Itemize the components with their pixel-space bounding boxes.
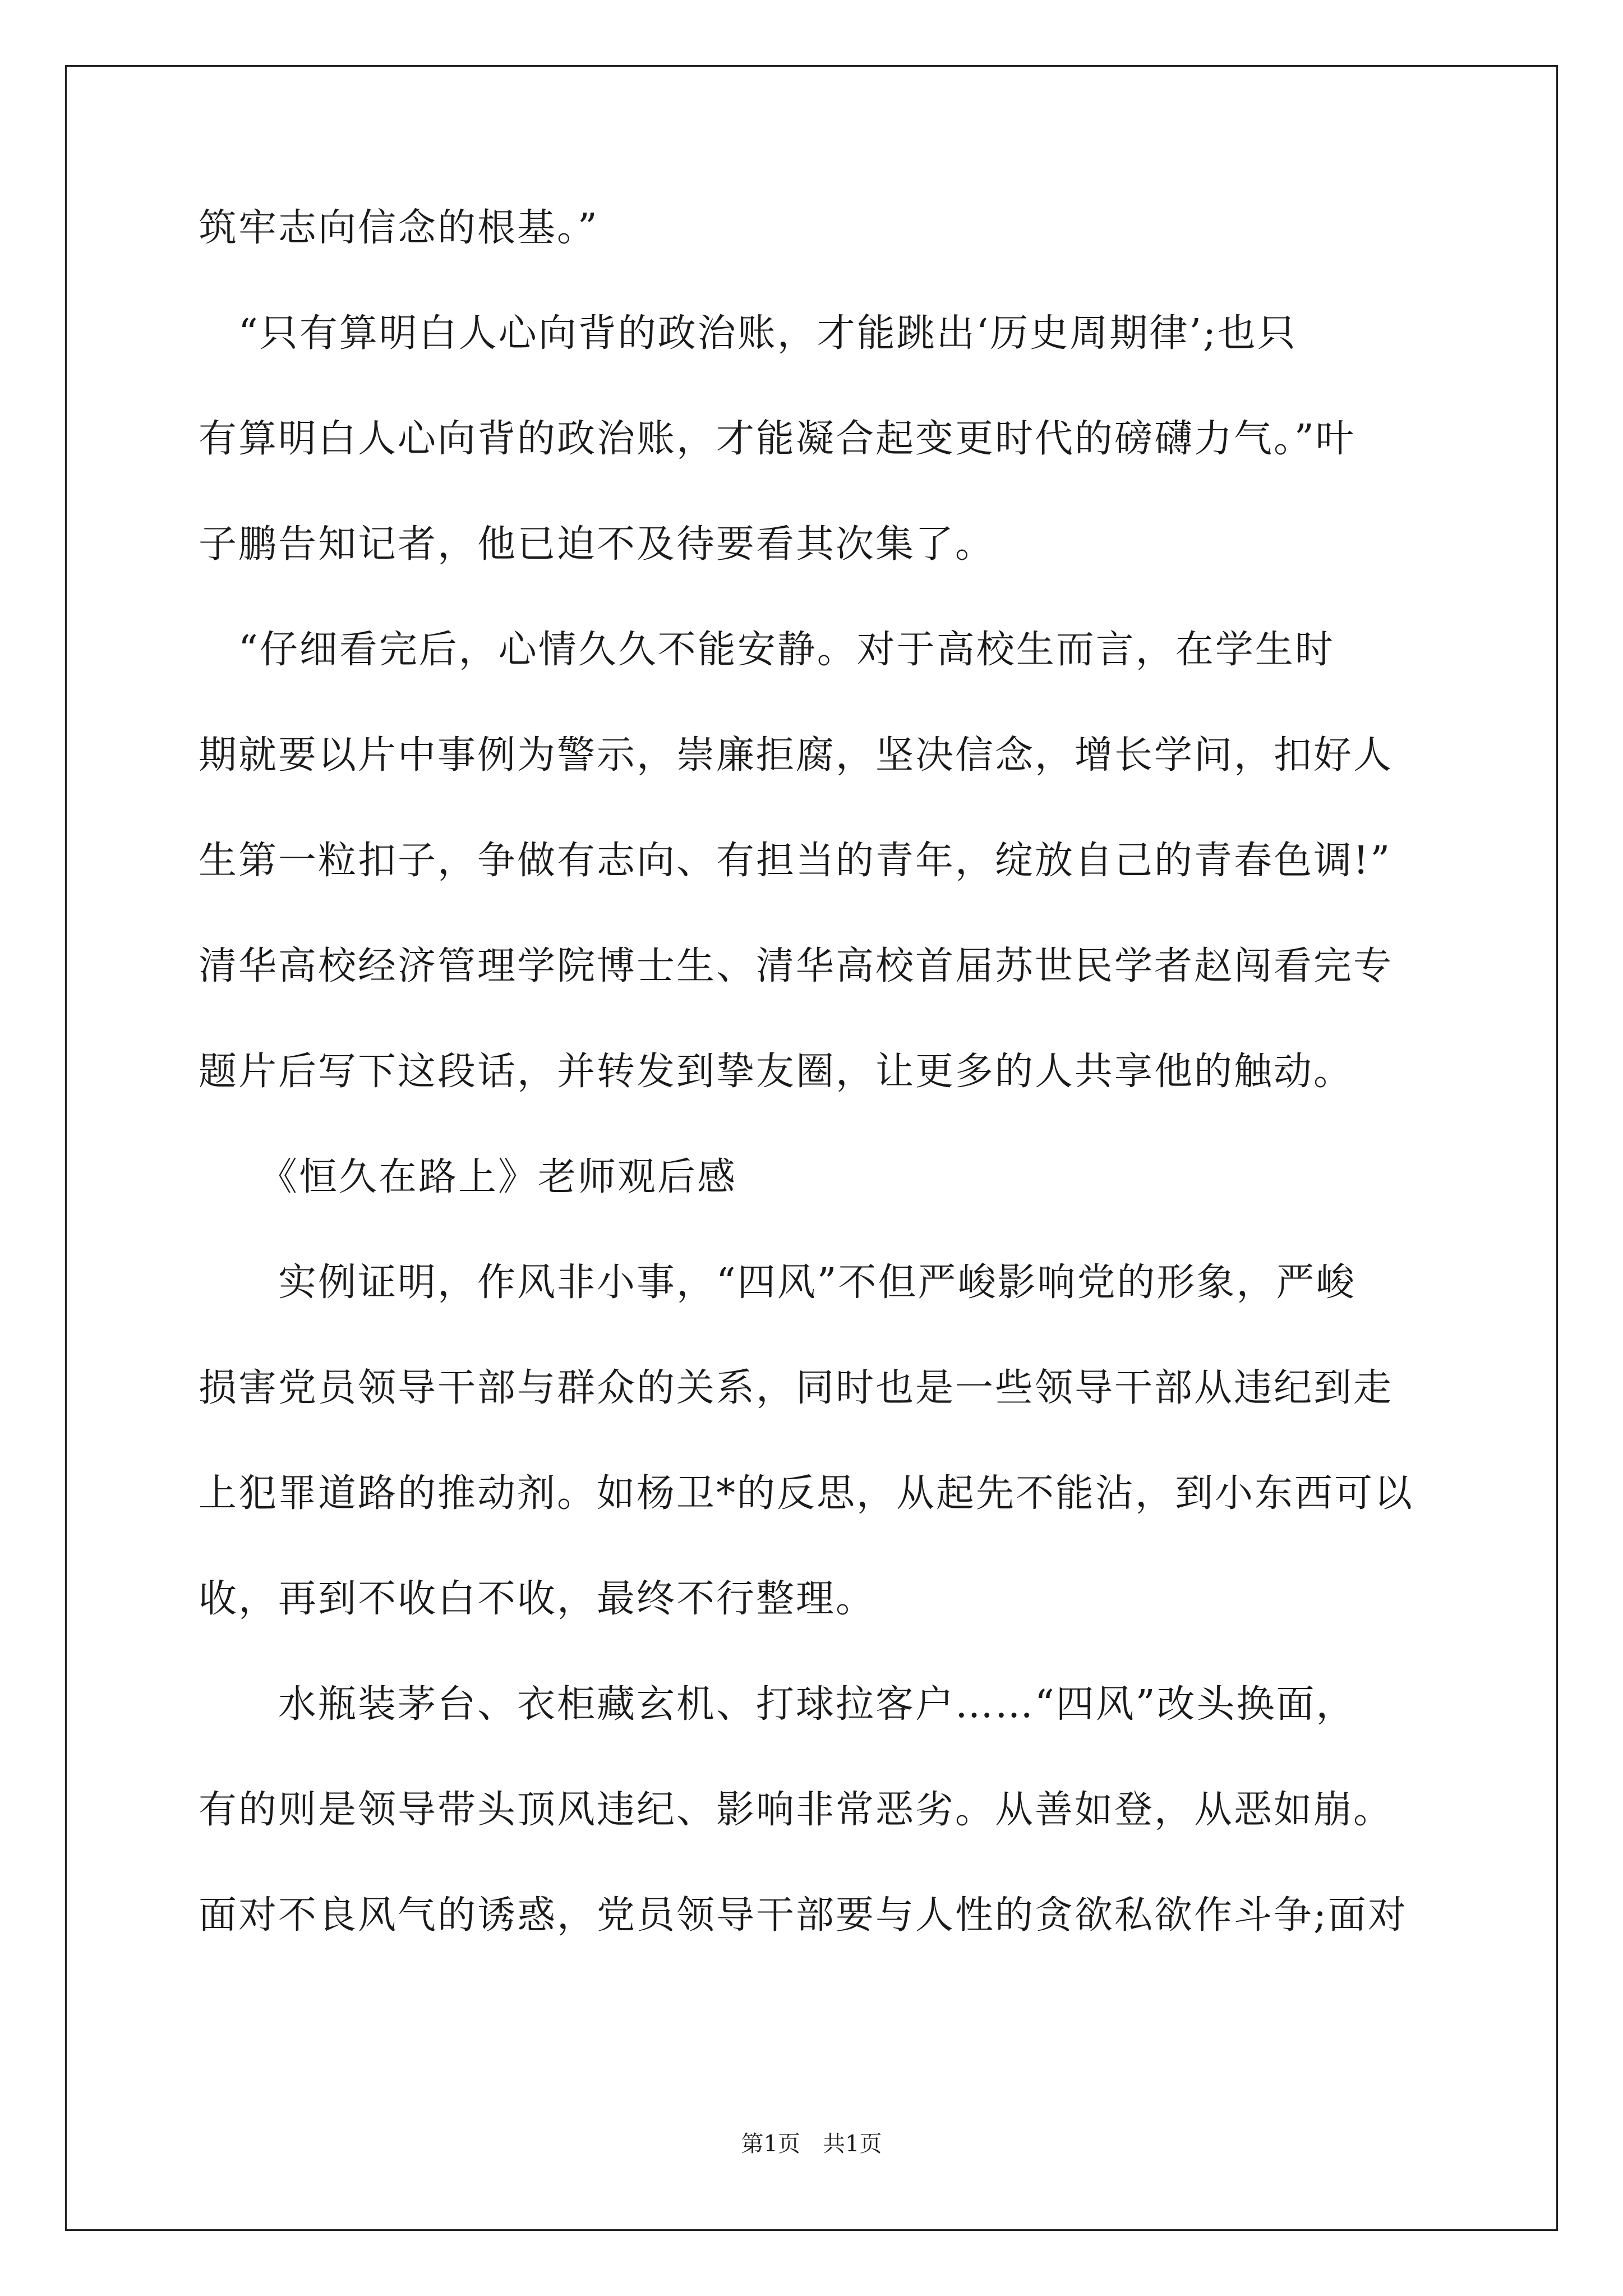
text-line: 实例证明，作风非小事，“四风”不但严峻影响党的形象，严峻	[199, 1260, 1356, 1305]
text-line: 收，再到不收白不收，最终不行整理。	[199, 1577, 876, 1621]
text-line: 子鹏告知记者，他已迫不及待要看其次集了。	[199, 522, 995, 567]
text-line: 筑牢志向信念的根基。”	[199, 206, 599, 250]
text-line: 面对不良风气的诱惑，党员领导干部要与人性的贪欲私欲作斗争;面对	[199, 1893, 1408, 1938]
text-line: 上犯罪道路的推动剂。如杨卫*的反思，从起先不能沾，到小东西可以	[199, 1471, 1414, 1516]
section-heading: 《恒久在路上》老师观后感	[199, 1155, 737, 1199]
text-line: 生第一粒扣子，争做有志向、有担当的青年，绽放自己的青春色调!”	[199, 839, 1392, 883]
page-footer: 第1页 共1页	[741, 2131, 882, 2157]
text-line: 期就要以片中事例为警示，崇廉拒腐，坚决信念，增长学问，扣好人	[199, 733, 1394, 777]
text-line: 题片后写下这段话，并转发到挚友圈，让更多的人共享他的触动。	[199, 1050, 1354, 1094]
text-line: “仔细看完后，心情久久不能安静。对于高校生而言，在学生时	[199, 628, 1335, 672]
text-line: 有算明白人心向背的政治账，才能凝合起变更时代的磅礴力气。”叶	[199, 417, 1355, 461]
text-line: 清华高校经济管理学院博士生、清华高校首届苏世民学者赵闯看完专	[199, 944, 1394, 988]
text-line: 水瓶装茅台、衣柜藏玄机、打球拉客户……“四风”改头换面，	[199, 1682, 1356, 1727]
text-line: “只有算明白人心向背的政治账，才能跳出‘历史周期律’;也只	[199, 311, 1297, 356]
text-line: 损害党员领导干部与群众的关系，同时也是一些领导干部从违纪到走	[199, 1366, 1394, 1410]
text-line: 有的则是领导带头顶风违纪、影响非常恶劣。从善如登，从恶如崩。	[199, 1788, 1394, 1832]
